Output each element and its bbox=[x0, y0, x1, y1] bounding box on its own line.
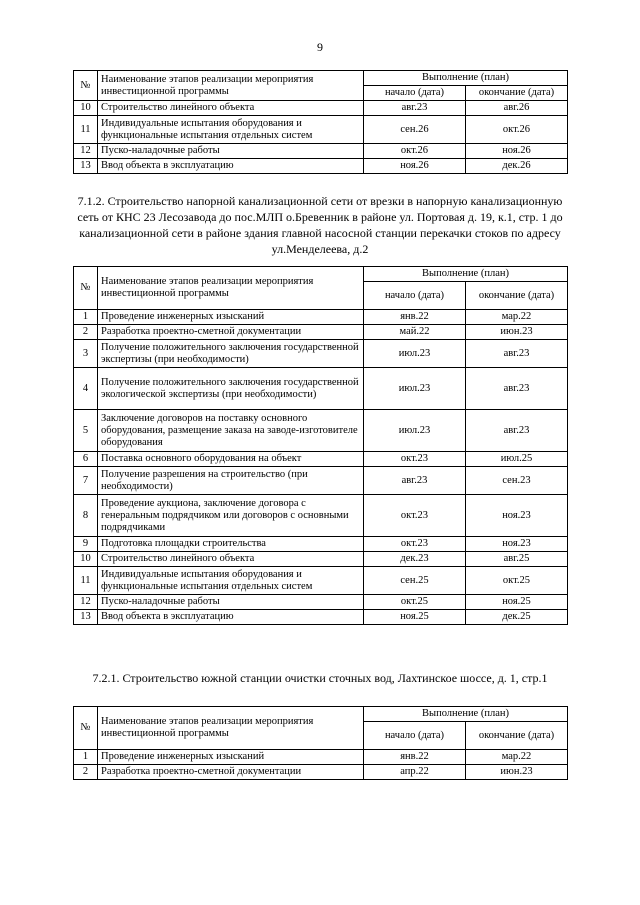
row-start: июл.23 bbox=[364, 368, 466, 410]
row-stage-name: Проведение инженерных изысканий bbox=[98, 310, 364, 325]
row-stage-name: Заключение договоров на поставку основного оборудования, размещение заказа на заводе-изготовителе оборудования bbox=[98, 410, 364, 452]
row-number: 3 bbox=[74, 340, 98, 368]
row-number: 11 bbox=[74, 567, 98, 595]
row-start: ноя.25 bbox=[364, 610, 466, 625]
row-stage-name: Проведение инженерных изысканий bbox=[98, 750, 364, 765]
table-row bbox=[74, 595, 568, 610]
table-row bbox=[74, 159, 568, 174]
row-number: 12 bbox=[74, 144, 98, 159]
row-start: дек.23 bbox=[364, 552, 466, 567]
row-end: ноя.23 bbox=[466, 537, 568, 552]
row-end: сен.23 bbox=[466, 467, 568, 495]
row-end: мар.22 bbox=[466, 750, 568, 765]
row-number: 9 bbox=[74, 537, 98, 552]
header-stage-name: Наименование этапов реализации мероприятия инвестиционной программы bbox=[98, 267, 364, 310]
schedule-table-7-1-2 bbox=[73, 266, 568, 625]
table-row bbox=[74, 610, 568, 625]
row-start: май.22 bbox=[364, 325, 466, 340]
row-end: мар.22 bbox=[466, 310, 568, 325]
header-execution: Выполнение (план) bbox=[364, 71, 568, 86]
row-number: 10 bbox=[74, 101, 98, 116]
row-start: сен.26 bbox=[364, 116, 466, 144]
table-row bbox=[74, 310, 568, 325]
row-end: авг.23 bbox=[466, 340, 568, 368]
table-row bbox=[74, 144, 568, 159]
header-start: начало (дата) bbox=[364, 722, 466, 750]
row-stage-name: Строительство линейного объекта bbox=[98, 552, 364, 567]
row-start: сен.25 bbox=[364, 567, 466, 595]
table-row bbox=[74, 101, 568, 116]
row-start: июл.23 bbox=[364, 410, 466, 452]
row-end: июн.23 bbox=[466, 765, 568, 780]
row-end: авг.26 bbox=[466, 101, 568, 116]
header-start: начало (дата) bbox=[364, 86, 466, 101]
row-number: 6 bbox=[74, 452, 98, 467]
row-start: авг.23 bbox=[364, 467, 466, 495]
row-end: ноя.26 bbox=[466, 144, 568, 159]
row-number: 1 bbox=[74, 310, 98, 325]
row-start: янв.22 bbox=[364, 750, 466, 765]
row-end: ноя.25 bbox=[466, 595, 568, 610]
row-number: 8 bbox=[74, 495, 98, 537]
row-number: 13 bbox=[74, 610, 98, 625]
header-stage-name: Наименование этапов реализации мероприятия инвестиционной программы bbox=[98, 71, 364, 101]
row-stage-name: Ввод объекта в эксплуатацию bbox=[98, 159, 364, 174]
row-number: 13 bbox=[74, 159, 98, 174]
row-stage-name: Пуско-наладочные работы bbox=[98, 595, 364, 610]
row-start: окт.23 bbox=[364, 495, 466, 537]
header-end: окончание (дата) bbox=[466, 722, 568, 750]
row-end: дек.26 bbox=[466, 159, 568, 174]
row-end: дек.25 bbox=[466, 610, 568, 625]
row-number: 1 bbox=[74, 750, 98, 765]
row-stage-name: Индивидуальные испытания оборудования и функциональные испытания отдельных систем bbox=[98, 567, 364, 595]
row-end: окт.25 bbox=[466, 567, 568, 595]
header-number: № bbox=[74, 707, 98, 750]
table-row bbox=[74, 452, 568, 467]
row-end: авг.23 bbox=[466, 410, 568, 452]
table-row bbox=[74, 340, 568, 368]
row-start: окт.26 bbox=[364, 144, 466, 159]
row-start: окт.23 bbox=[364, 452, 466, 467]
page-number: 9 bbox=[317, 40, 323, 54]
row-stage-name: Пуско-наладочные работы bbox=[98, 144, 364, 159]
table-row bbox=[74, 368, 568, 410]
row-stage-name: Поставка основного оборудования на объект bbox=[98, 452, 364, 467]
table-row bbox=[74, 325, 568, 340]
header-stage-name: Наименование этапов реализации мероприятия инвестиционной программы bbox=[98, 707, 364, 750]
row-number: 4 bbox=[74, 368, 98, 410]
table-row bbox=[74, 537, 568, 552]
row-start: ноя.26 bbox=[364, 159, 466, 174]
table-row bbox=[74, 495, 568, 537]
row-start: июл.23 bbox=[364, 340, 466, 368]
header-execution: Выполнение (план) bbox=[364, 707, 568, 722]
row-end: июн.23 bbox=[466, 325, 568, 340]
table-row bbox=[74, 552, 568, 567]
header-end: окончание (дата) bbox=[466, 282, 568, 310]
row-stage-name: Подготовка площадки строительства bbox=[98, 537, 364, 552]
row-stage-name: Ввод объекта в эксплуатацию bbox=[98, 610, 364, 625]
row-number: 5 bbox=[74, 410, 98, 452]
row-end: окт.26 bbox=[466, 116, 568, 144]
table-row bbox=[74, 765, 568, 780]
row-end: ноя.23 bbox=[466, 495, 568, 537]
row-stage-name: Получение положительного заключения государственной экспертизы (при необходимости) bbox=[98, 340, 364, 368]
row-start: янв.22 bbox=[364, 310, 466, 325]
row-stage-name: Строительство линейного объекта bbox=[98, 101, 364, 116]
table-row bbox=[74, 567, 568, 595]
schedule-table-continued bbox=[73, 70, 568, 174]
row-number: 10 bbox=[74, 552, 98, 567]
header-execution: Выполнение (план) bbox=[364, 267, 568, 282]
header-number: № bbox=[74, 71, 98, 101]
row-number: 2 bbox=[74, 765, 98, 780]
table-row bbox=[74, 750, 568, 765]
table-row bbox=[74, 467, 568, 495]
header-number: № bbox=[74, 267, 98, 310]
row-number: 7 bbox=[74, 467, 98, 495]
row-stage-name: Разработка проектно-сметной документации bbox=[98, 765, 364, 780]
section-title-7-1-2: 7.1.2. Строительство напорной канализационной сети от врезки в напорную канализационную сеть от КНС 23 Лесозавода до пос.МЛП о.Бревенник в районе ул. Портовая д. 19, к.1, стр. 1 до канализационной сети в районе здания главной насосной станции перекачки стоков по адресу ул.Менделеева, д.2 bbox=[77, 194, 563, 256]
table-row bbox=[74, 410, 568, 452]
row-end: авг.25 bbox=[466, 552, 568, 567]
row-start: окт.23 bbox=[364, 537, 466, 552]
header-end: окончание (дата) bbox=[466, 86, 568, 101]
header-start: начало (дата) bbox=[364, 282, 466, 310]
row-stage-name: Получение разрешения на строительство (при необходимости) bbox=[98, 467, 364, 495]
row-start: апр.22 bbox=[364, 765, 466, 780]
row-start: авг.23 bbox=[364, 101, 466, 116]
schedule-table-7-2-1 bbox=[73, 706, 568, 780]
row-end: авг.23 bbox=[466, 368, 568, 410]
row-stage-name: Разработка проектно-сметной документации bbox=[98, 325, 364, 340]
table-row bbox=[74, 116, 568, 144]
row-stage-name: Индивидуальные испытания оборудования и функциональные испытания отдельных систем bbox=[98, 116, 364, 144]
row-number: 12 bbox=[74, 595, 98, 610]
row-start: окт.25 bbox=[364, 595, 466, 610]
row-number: 2 bbox=[74, 325, 98, 340]
section-title-7-2-1: 7.2.1. Строительство южной станции очистки сточных вод, Лахтинское шоссе, д. 1, стр.1 bbox=[92, 671, 548, 685]
row-stage-name: Проведение аукциона, заключение договора с генеральным подрядчиком или договоров с основными подрядчиками bbox=[98, 495, 364, 537]
row-number: 11 bbox=[74, 116, 98, 144]
row-stage-name: Получение положительного заключения государственной экологической экспертизы (при необходимости) bbox=[98, 368, 364, 410]
row-end: июл.25 bbox=[466, 452, 568, 467]
